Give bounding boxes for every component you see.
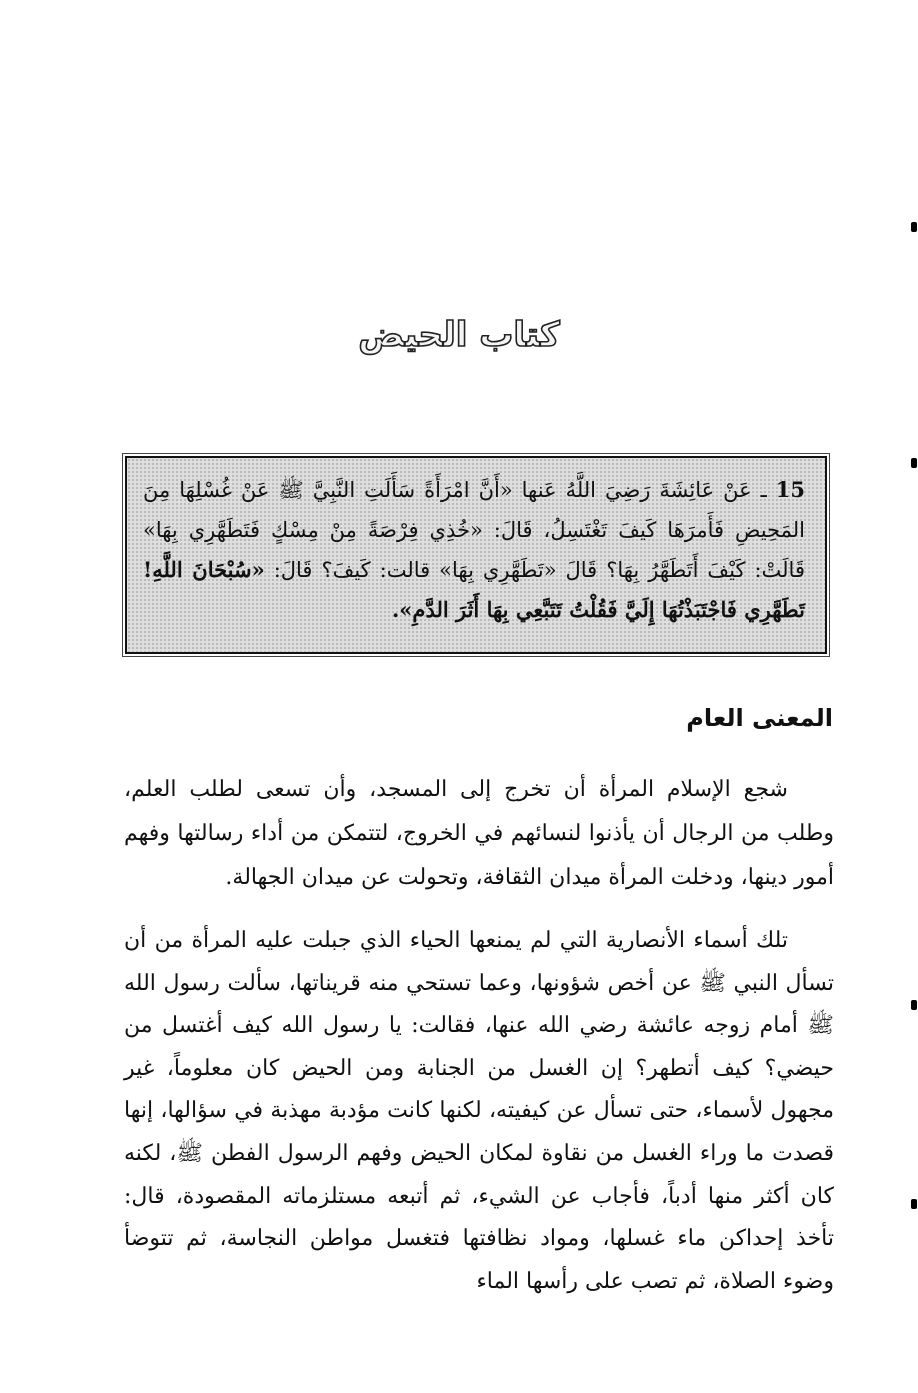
section-heading: المعنى العام: [686, 704, 833, 732]
paragraph-text: تلك أسماء الأنصارية التي لم يمنعها الحياء الذي جبلت عليه المرأة من أن تسأل النبي ﷺ عن أخص شؤونها، وعما تستحي منه قريناتها، سألت رسول الله ﷺ أمام زوجه عائشة رضي الله عنها، فقالت: يا رسول الله كيف أغتسل من حيضي؟ كيف أتطهر؟ إن الغسل من الجنابة ومن الحيض كان معلوماً، غير مجهول لأسماء، حتى تسأل عن كيفيته، لكنها كانت مؤدبة مهذبة في سؤالها، إنها قصدت ما وراء الغسل من نقاوة لمكان الحيض وفهم الرسول الفطن ﷺ، لكنه كان أكثر منها أدباً، فأجاب عن الشيء، ثم أتبعه مستلزماته المقصودة، قال: تأخذ إحداكن ماء غسلها، ومواد نظافتها فتغسل مواطن النجاسة، ثم تتوضأ وضوء الصلاة، ثم تصب على رأسها الماء: [124, 928, 834, 1294]
hadith-number: 15: [775, 477, 805, 502]
paragraph: [124, 768, 834, 900]
margin-mark: [911, 1199, 917, 1209]
paragraph-text: شجع الإسلام المرأة أن تخرج إلى المسجد، وأن تسعى لطلب العلم، وطلب من الرجال أن يأذنوا لنسائهم في الخروج، لتتمكن من أداء رسالتها وفهم أمور دينها، ودخلت المرأة ميدان الثقافة، وتحولت عن ميدان الجهالة.: [124, 777, 834, 890]
hadith-text-ending: «سُبْحَانَ اللَّهِ! تَطَهَّرِي فَاجْتَبَذْتُهَا إِلَيَّ فَقُلْتُ تَتَبَّعِي بِهَا أَثَرَ الدَّمِ».: [143, 557, 805, 622]
paragraph: [124, 920, 834, 1303]
margin-mark: [911, 222, 917, 232]
chapter-title: كتاب الحيض: [358, 315, 560, 355]
hadith-box: [125, 456, 827, 654]
hadith-text: ـ عَنْ عَائِشَةَ رَضِيَ اللَّهُ عَنها «أَنَّ امْرَأَةً سَأَلَتِ النَّبِيَّ ﷺ عَنْ غُسْلِهَا مِنَ المَحِيضِ فَأَمرَهَا كَيفَ تَغْتَسِلُ، قَالَ: «خُذِي فِرْصَةً مِنْ مِسْكٍ فَتَطَهَّرِي بِهَا» قَالَتْ: كَيْفَ أَتَطَهَّرُ بِهَا؟ قَالَ «تَطَهَّرِي بِهَا» قالت: كَيفَ؟ قَالَ:: [143, 478, 805, 582]
margin-mark: [911, 1000, 917, 1010]
margin-mark: [911, 458, 917, 468]
